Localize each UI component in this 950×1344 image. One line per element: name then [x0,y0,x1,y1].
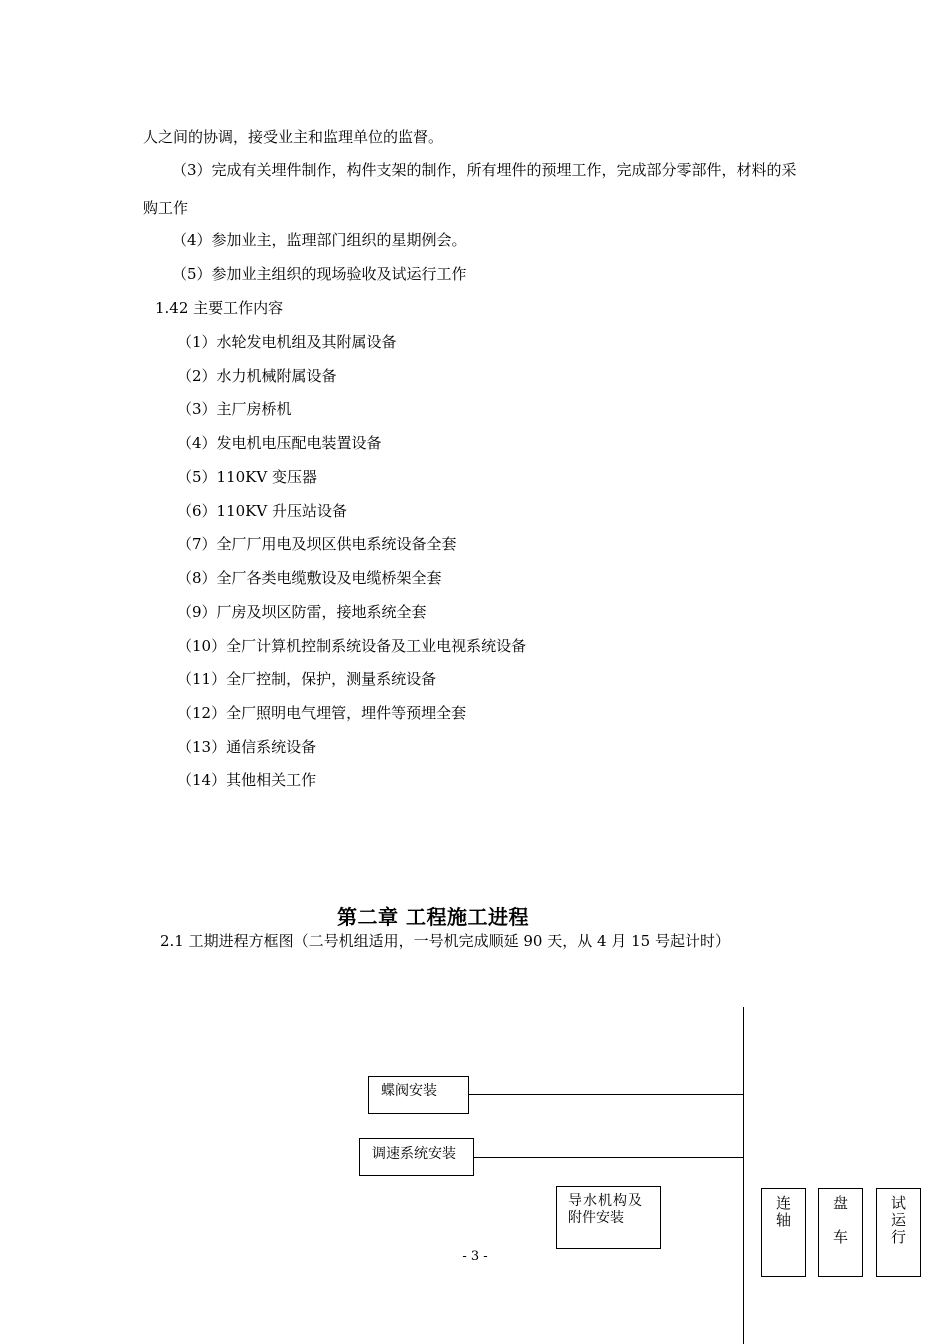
butterfly-valve-connector [469,1094,743,1095]
work-item: （11）全厂控制，保护，测量系统设备 [177,670,437,688]
coupling-char-2: 轴 [775,1211,791,1229]
guide-vane-label-line-1: 导水机构及 [568,1193,643,1209]
barring-char-1: 盘 [832,1194,848,1212]
coupling-char-1: 连 [775,1194,791,1212]
work-item: （13）通信系统设备 [177,738,317,756]
work-item: （4）发电机电压配电装置设备 [177,434,382,452]
work-item: （7）全厂厂用电及坝区供电系统设备全套 [177,535,457,553]
governor-label: 调速系统安装 [372,1146,456,1162]
section-heading-1-42: 1.42 主要工作内容 [155,299,284,317]
chapter-title: 第二章 工程施工进程 [337,905,529,929]
butterfly-valve-box [368,1076,469,1114]
item-3-line-1: （3）完成有关埋件制作，构件支架的制作，所有埋件的预埋工作，完成部分零部件，材料的采 [172,161,797,179]
page-number: - 3 - [462,1249,488,1264]
barring-char-2: 车 [832,1228,848,1246]
item-4: （4）参加业主，监理部门组织的星期例会。 [172,231,467,249]
work-item: （14）其他相关工作 [177,771,317,789]
work-item: （2）水力机械附属设备 [177,367,337,385]
work-item: （10）全厂计算机控制系统设备及工业电视系统设备 [177,637,527,655]
guide-vane-box [556,1186,661,1249]
trial-run-char-3: 行 [890,1228,906,1246]
trial-run-char-2: 运 [890,1211,906,1229]
chapter-subtitle: 2.1 工期进程方框图（二号机组适用，一号机完成顺延 90 天，从 4 月 15 号起计时） [160,932,730,950]
work-item: （12）全厂照明电气埋管，埋件等预埋全套 [177,704,467,722]
work-item: （8）全厂各类电缆敷设及电缆桥架全套 [177,569,442,587]
main-timeline-line [743,1007,744,1344]
work-item: （9）厂房及坝区防雷，接地系统全套 [177,603,427,621]
governor-box [359,1138,474,1176]
guide-vane-label-line-2: 附件安装 [568,1210,624,1226]
continuation-text: 人之间的协调，接受业主和监理单位的监督。 [143,128,444,146]
trial-run-char-1: 试 [890,1194,906,1212]
item-5: （5）参加业主组织的现场验收及试运行工作 [172,265,467,283]
governor-connector [474,1157,743,1158]
work-item: （3）主厂房桥机 [177,400,292,418]
work-item: （5）110KV 变压器 [177,468,317,486]
work-item: （1）水轮发电机组及其附属设备 [177,333,397,351]
butterfly-valve-label: 蝶阀安装 [381,1083,437,1099]
work-item: （6）110KV 升压站设备 [177,502,347,520]
item-3-line-2: 购工作 [143,199,189,217]
